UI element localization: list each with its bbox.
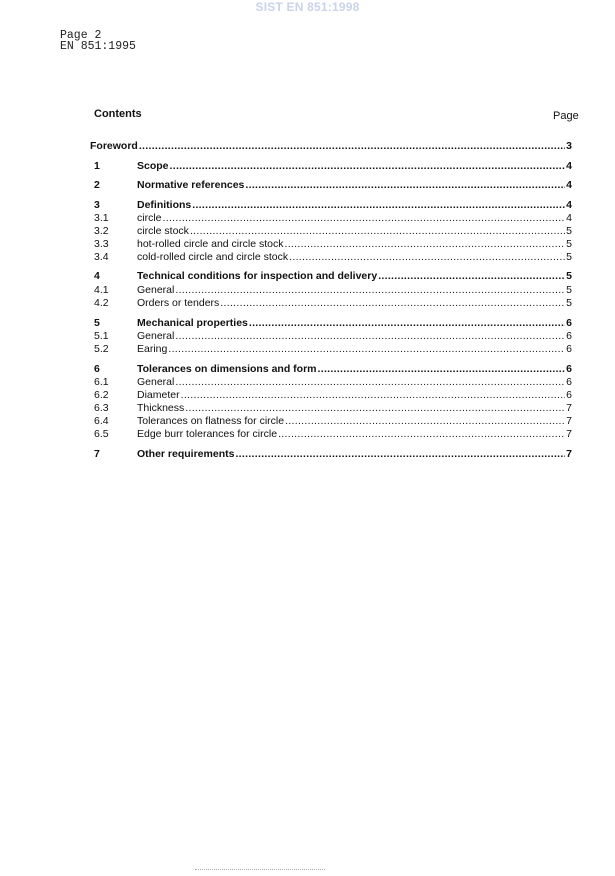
toc-entry [90,448,572,461]
toc-entry-number: 4.2 [94,297,109,309]
toc-entry-title: Tolerances on flatness for circle [137,415,285,427]
toc-entry-title: Earing [137,343,168,355]
toc-entry-page: 4 [566,212,572,224]
toc-entry-title: Definitions [137,199,192,211]
toc-entry-number: 5 [94,317,100,329]
toc-entry-page: 7 [566,415,572,427]
toc-dot-leader [249,317,565,330]
toc-dot-leader [192,199,565,212]
toc-entry-page: 6 [566,363,572,375]
toc-entry-number: 6.3 [94,402,109,414]
toc-entry-title: Diameter [137,389,180,401]
toc-entry-number: 3.2 [94,225,109,237]
toc-entry-page: 6 [566,330,572,342]
toc-entry-number: 5.2 [94,343,109,355]
toc-entry [90,389,572,402]
toc-entry-number: 4.1 [94,284,109,296]
toc-dot-leader [170,160,566,173]
toc-entry [90,317,572,330]
toc-entry [90,402,572,415]
toc-entry [90,179,572,192]
toc-entry-title: cold-rolled circle and circle stock [137,251,289,263]
toc-entry [90,199,572,212]
toc-entry [90,376,572,389]
toc-dot-leader [175,330,565,343]
toc-entry-page: 7 [566,402,572,414]
toc-entry-number: 3 [94,199,100,211]
watermark: SIST EN 851:1998 [255,0,360,14]
toc-dot-leader [278,428,565,441]
toc-dot-leader [245,179,565,192]
toc-entry [90,212,572,225]
toc-entry-page: 5 [566,238,572,250]
toc-entry-page: 5 [566,225,572,237]
toc-entry [90,343,572,356]
footer-divider [195,869,325,870]
toc-entry-page: 5 [566,270,572,282]
toc-entry [90,428,572,441]
toc-dot-leader [163,212,566,225]
toc-entry-number: 3.1 [94,212,109,224]
toc-entry-number: 2 [94,179,100,191]
toc-entry-page: 6 [566,343,572,355]
toc-entry [90,251,572,264]
toc-entry-number: 6.2 [94,389,109,401]
toc-entry-title: Scope [137,160,169,172]
page-number: Page 2 [60,29,102,42]
toc-entry-number: 5.1 [94,330,109,342]
toc-entry [90,270,572,283]
page-column-label: Page [553,110,579,122]
toc-entry-title: hot-rolled circle and circle stock [137,238,284,250]
toc-entry-number: 3.4 [94,251,109,263]
toc-dot-leader [284,238,565,251]
toc-entry-page: 4 [566,160,572,172]
toc-entry [90,238,572,251]
toc-dot-leader [175,284,565,297]
toc-entry [90,225,572,238]
toc-entry-title: Foreword [90,140,138,152]
toc-entry-number: 1 [94,160,100,172]
toc-entry [90,297,572,310]
toc-entry-page: 7 [566,428,572,440]
toc-dot-leader [220,297,565,310]
toc-entry-title: circle [137,212,162,224]
toc-entry-title: Edge burr tolerances for circle [137,428,278,440]
toc-entry-title: Technical conditions for inspection and delivery [137,270,378,282]
toc-entry-number: 4 [94,270,100,282]
toc-entry [90,330,572,343]
toc-entry-number: 6.1 [94,376,109,388]
toc-entry-title: General [137,284,175,296]
toc-entry-page: 6 [566,317,572,329]
toc-entry-title: Thickness [137,402,185,414]
toc-entry-page: 5 [566,297,572,309]
toc-entry-title: Orders or tenders [137,297,220,309]
contents-title: Contents [94,108,142,120]
toc-entry-number: 6.5 [94,428,109,440]
toc-dot-leader [190,225,565,238]
toc-entry-title: Normative references [137,179,245,191]
toc-entry-title: General [137,330,175,342]
toc-entry-page: 4 [566,199,572,211]
standard-id: EN 851:1995 [60,40,136,53]
toc-entry [90,415,572,428]
toc-entry [90,140,572,153]
toc-entry-title: Tolerances on dimensions and form [137,363,317,375]
toc-entry [90,284,572,297]
toc-entry-page: 7 [566,448,572,460]
toc-entry [90,160,572,173]
toc-entry-page: 4 [566,179,572,191]
toc-entry-page: 6 [566,376,572,388]
toc-entry-page: 6 [566,389,572,401]
toc-dot-leader [181,389,566,402]
toc-entry-page: 5 [566,251,572,263]
toc-entry-number: 6 [94,363,100,375]
toc-dot-leader [175,376,565,389]
toc-entry-title: General [137,376,175,388]
toc-dot-leader [285,415,565,428]
toc-entry-title: Other requirements [137,448,235,460]
toc-dot-leader [235,448,565,461]
toc-dot-leader [168,343,565,356]
toc-entry-title: circle stock [137,225,189,237]
toc-entry-title: Mechanical properties [137,317,248,329]
toc-entry-number: 6.4 [94,415,109,427]
toc-entry-page: 3 [566,140,572,152]
toc-dot-leader [185,402,565,415]
toc-dot-leader [289,251,565,264]
toc-dot-leader [318,363,566,376]
toc-entry-number: 3.3 [94,238,109,250]
toc-dot-leader [378,270,565,283]
toc-entry-number: 7 [94,448,100,460]
toc-entry [90,363,572,376]
toc-entry-page: 5 [566,284,572,296]
toc-dot-leader [139,140,565,153]
